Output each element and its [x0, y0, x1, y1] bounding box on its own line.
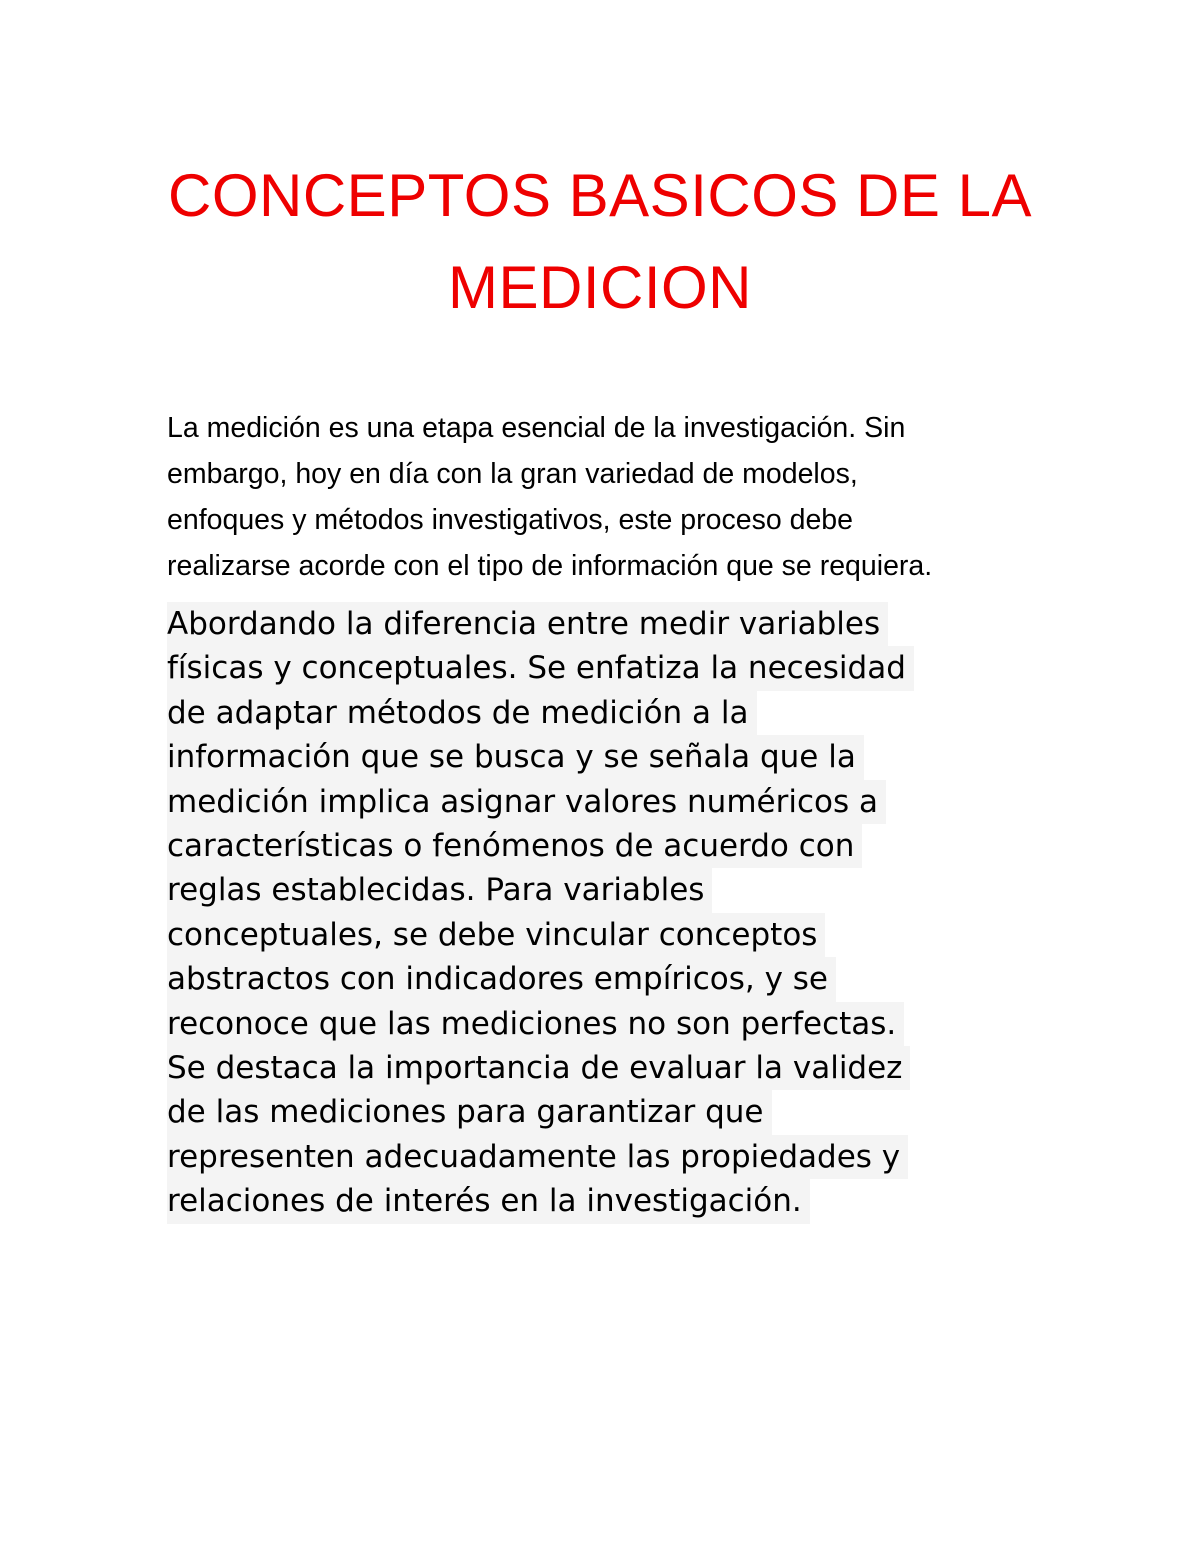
summary-line: información que se busca y se señala que la [167, 735, 864, 779]
summary-line: relaciones de interés en la investigación. [167, 1179, 810, 1223]
summary-line: abstractos con indicadores empíricos, y se [167, 957, 836, 1001]
summary-line: representen adecuadamente las propiedades y [167, 1135, 908, 1179]
title-line: CONCEPTOS BASICOS DE LA [168, 162, 1032, 229]
summary-line: de las mediciones para garantizar que [167, 1090, 772, 1134]
document-title [0, 150, 1200, 334]
intro-line: enfoques y métodos investigativos, este proceso debe [167, 504, 854, 536]
summary-line: Abordando la diferencia entre medir variables [167, 602, 888, 646]
summary-line: reglas establecidas. Para variables [167, 868, 712, 912]
summary-line: medición implica asignar valores numéricos a [167, 780, 886, 824]
intro-paragraph [167, 405, 1047, 589]
summary-line: conceptuales, se debe vincular conceptos [167, 913, 825, 957]
intro-line: embargo, hoy en día con la gran variedad de modelos, [167, 458, 858, 490]
summary-line: Se destaca la importancia de evaluar la validez [167, 1046, 910, 1090]
summary-paragraph [167, 602, 1047, 1224]
summary-line: características o fenómenos de acuerdo con [167, 824, 862, 868]
title-line: MEDICION [448, 254, 752, 321]
intro-line: La medición es una etapa esencial de la investigación. Sin [167, 412, 906, 444]
summary-line: reconoce que las mediciones no son perfectas. [167, 1002, 904, 1046]
summary-line: de adaptar métodos de medición a la [167, 691, 757, 735]
summary-line: físicas y conceptuales. Se enfatiza la necesidad [167, 646, 914, 690]
intro-line: realizarse acorde con el tipo de información que se requiera. [167, 550, 933, 582]
